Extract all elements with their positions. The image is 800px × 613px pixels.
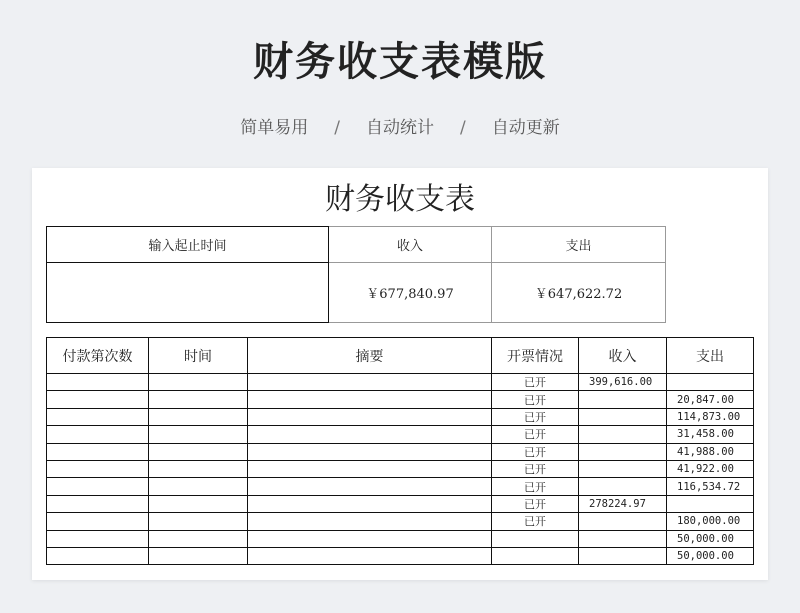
table-row <box>47 495 754 512</box>
cell-income[interactable]: 278224.97 <box>579 495 667 512</box>
sheet-title: 财务收支表 <box>325 182 475 217</box>
cell-time[interactable] <box>149 426 248 443</box>
cell-summary[interactable] <box>248 391 492 408</box>
cell-invoice[interactable]: 已开 <box>492 460 579 477</box>
income-label: 收入 <box>329 227 492 263</box>
cell-summary[interactable] <box>248 530 492 547</box>
table-row <box>47 408 754 425</box>
cell-count[interactable] <box>47 391 149 408</box>
table-header-row <box>47 338 754 374</box>
cell-count[interactable] <box>47 495 149 512</box>
table-row <box>47 460 754 477</box>
cell-expense[interactable]: 180,000.00 <box>667 513 754 530</box>
cell-expense[interactable] <box>667 495 754 512</box>
cell-income[interactable] <box>579 478 667 495</box>
cell-count[interactable] <box>47 426 149 443</box>
expense-label: 支出 <box>492 227 666 263</box>
table-row <box>47 547 754 564</box>
cell-time[interactable] <box>149 513 248 530</box>
cell-invoice[interactable]: 已开 <box>492 513 579 530</box>
cell-expense[interactable]: 116,534.72 <box>667 478 754 495</box>
cell-income[interactable] <box>579 391 667 408</box>
cell-invoice[interactable]: 已开 <box>492 408 579 425</box>
table-row <box>47 443 754 460</box>
cell-time[interactable] <box>149 374 248 391</box>
feature-tags <box>0 113 800 138</box>
period-label: 输入起止时间 <box>47 227 329 263</box>
cell-time[interactable] <box>149 443 248 460</box>
cell-income[interactable] <box>579 426 667 443</box>
period-input-cell[interactable] <box>47 263 329 323</box>
income-total: ￥677,840.97 <box>329 263 492 323</box>
cell-summary[interactable] <box>248 460 492 477</box>
page-title: 财务收支表模版 <box>253 39 547 85</box>
cell-summary[interactable] <box>248 513 492 530</box>
cell-count[interactable] <box>47 374 149 391</box>
cell-time[interactable] <box>149 530 248 547</box>
cell-expense[interactable]: 20,847.00 <box>667 391 754 408</box>
cell-time[interactable] <box>149 495 248 512</box>
cell-time[interactable] <box>149 478 248 495</box>
cell-summary[interactable] <box>248 478 492 495</box>
cell-summary[interactable] <box>248 374 492 391</box>
cell-expense[interactable]: 41,988.00 <box>667 443 754 460</box>
tag-auto-stats: 自动统计 <box>366 118 434 138</box>
cell-invoice[interactable]: 已开 <box>492 495 579 512</box>
table-row <box>47 478 754 495</box>
cell-summary[interactable] <box>248 408 492 425</box>
table-row <box>47 530 754 547</box>
cell-invoice[interactable]: 已开 <box>492 374 579 391</box>
cell-count[interactable] <box>47 478 149 495</box>
tag-easy: 简单易用 <box>240 118 309 138</box>
column-header: 支出 <box>667 338 754 374</box>
cell-income[interactable] <box>579 443 667 460</box>
cell-expense[interactable]: 50,000.00 <box>667 530 754 547</box>
cell-count[interactable] <box>47 513 149 530</box>
cell-expense[interactable]: 114,873.00 <box>667 408 754 425</box>
table-row <box>47 391 754 408</box>
column-header: 时间 <box>149 338 248 374</box>
tag-auto-update: 自动更新 <box>491 118 560 138</box>
tag-separator: / <box>460 118 466 138</box>
table-row <box>47 374 754 391</box>
column-header: 收入 <box>579 338 667 374</box>
expense-total: ￥647,622.72 <box>492 263 666 323</box>
spreadsheet-preview <box>32 168 768 580</box>
column-header: 开票情况 <box>492 338 579 374</box>
summary-table <box>46 226 666 323</box>
cell-time[interactable] <box>149 547 248 564</box>
cell-count[interactable] <box>47 547 149 564</box>
cell-expense[interactable] <box>667 374 754 391</box>
cell-income[interactable]: 399,616.00 <box>579 374 667 391</box>
cell-expense[interactable]: 50,000.00 <box>667 547 754 564</box>
cell-expense[interactable]: 31,458.00 <box>667 426 754 443</box>
cell-time[interactable] <box>149 460 248 477</box>
cell-count[interactable] <box>47 443 149 460</box>
cell-summary[interactable] <box>248 443 492 460</box>
cell-income[interactable] <box>579 513 667 530</box>
cell-income[interactable] <box>579 408 667 425</box>
cell-invoice[interactable]: 已开 <box>492 443 579 460</box>
cell-summary[interactable] <box>248 426 492 443</box>
cell-invoice[interactable]: 已开 <box>492 426 579 443</box>
cell-income[interactable] <box>579 547 667 564</box>
cell-time[interactable] <box>149 408 248 425</box>
cell-invoice[interactable]: 已开 <box>492 478 579 495</box>
table-row <box>47 426 754 443</box>
cell-expense[interactable]: 41,922.00 <box>667 460 754 477</box>
cell-count[interactable] <box>47 530 149 547</box>
cell-income[interactable] <box>579 530 667 547</box>
cell-invoice[interactable] <box>492 547 579 564</box>
cell-time[interactable] <box>149 391 248 408</box>
cell-count[interactable] <box>47 408 149 425</box>
cell-summary[interactable] <box>248 547 492 564</box>
cell-invoice[interactable] <box>492 530 579 547</box>
column-header: 摘要 <box>248 338 492 374</box>
cell-summary[interactable] <box>248 495 492 512</box>
cell-count[interactable] <box>47 460 149 477</box>
table-row <box>47 513 754 530</box>
column-header: 付款第次数 <box>47 338 149 374</box>
cell-invoice[interactable]: 已开 <box>492 391 579 408</box>
cell-income[interactable] <box>579 460 667 477</box>
tag-separator: / <box>334 118 340 138</box>
transactions-table <box>46 337 754 565</box>
